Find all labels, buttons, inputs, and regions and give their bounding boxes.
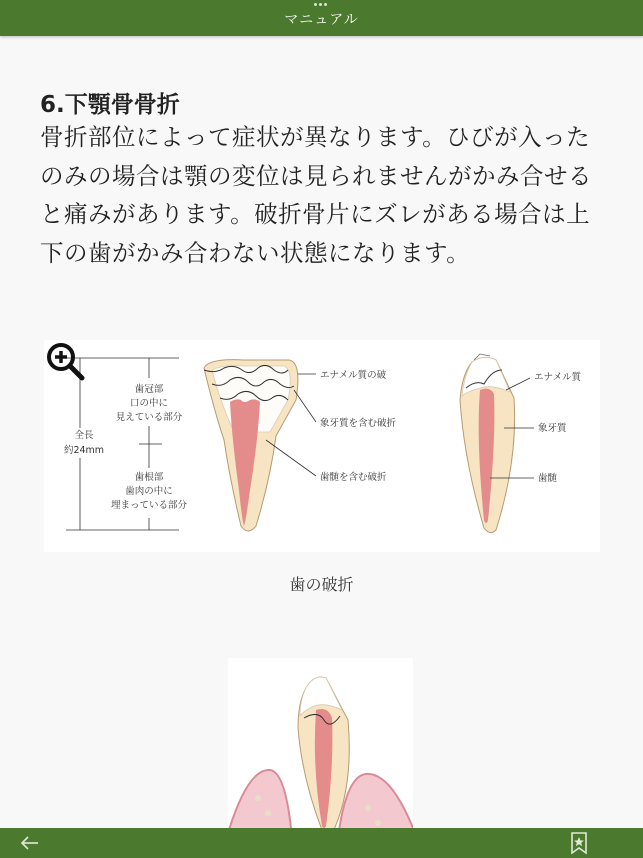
fracture-label-dentin: 象牙質を含む破折 xyxy=(320,418,397,429)
tooth-fracture-figure[interactable] xyxy=(44,340,600,552)
tooth-diagram-2 xyxy=(228,658,413,828)
grabber-handle[interactable] xyxy=(312,3,330,7)
manual-content[interactable] xyxy=(0,36,643,828)
total-length-label-2: 約24mm xyxy=(63,445,105,456)
section-heading: 6.下顎骨骨折 xyxy=(40,92,180,118)
side-label-dentin: 象牙質 xyxy=(538,423,567,434)
top-bar xyxy=(0,0,643,36)
root-label-2: 歯肉の中に xyxy=(125,486,173,497)
root-label-1: 歯根部 xyxy=(134,472,164,483)
section-paragraph: 骨折部位によって症状が異なります。ひびが入ったのみの場合は顎の変位は見られませんがかみ合せると痛みがあります。破折骨片にズレがある場合は上下の歯がかみ合わない状態になります。 xyxy=(40,123,592,267)
side-label-pulp: 歯髄 xyxy=(538,473,558,484)
crown-label-1: 歯冠部 xyxy=(134,384,164,395)
root-label-3: 埋まっている部分 xyxy=(110,500,188,511)
back-arrow-icon[interactable] xyxy=(18,833,42,853)
fracture-label-pulp: 歯髄を含む破折 xyxy=(320,472,387,483)
crown-label-2: 口の中に xyxy=(129,398,169,409)
tooth-fracture-figure-2[interactable] xyxy=(228,658,413,828)
bookmark-star-icon[interactable] xyxy=(568,831,590,855)
crown-label-3: 見えている部分 xyxy=(115,412,183,423)
zoom-in-icon[interactable] xyxy=(44,340,86,382)
bottom-toolbar xyxy=(0,828,643,858)
tooth-diagram xyxy=(44,340,600,552)
figure-caption: 歯の破折 xyxy=(289,575,354,594)
fracture-label-enamel: エナメル質の破 xyxy=(320,370,387,381)
side-label-enamel: エナメル質 xyxy=(534,372,582,383)
total-length-label-1: 全長 xyxy=(74,430,94,441)
screen-title: マニュアル xyxy=(284,12,359,28)
